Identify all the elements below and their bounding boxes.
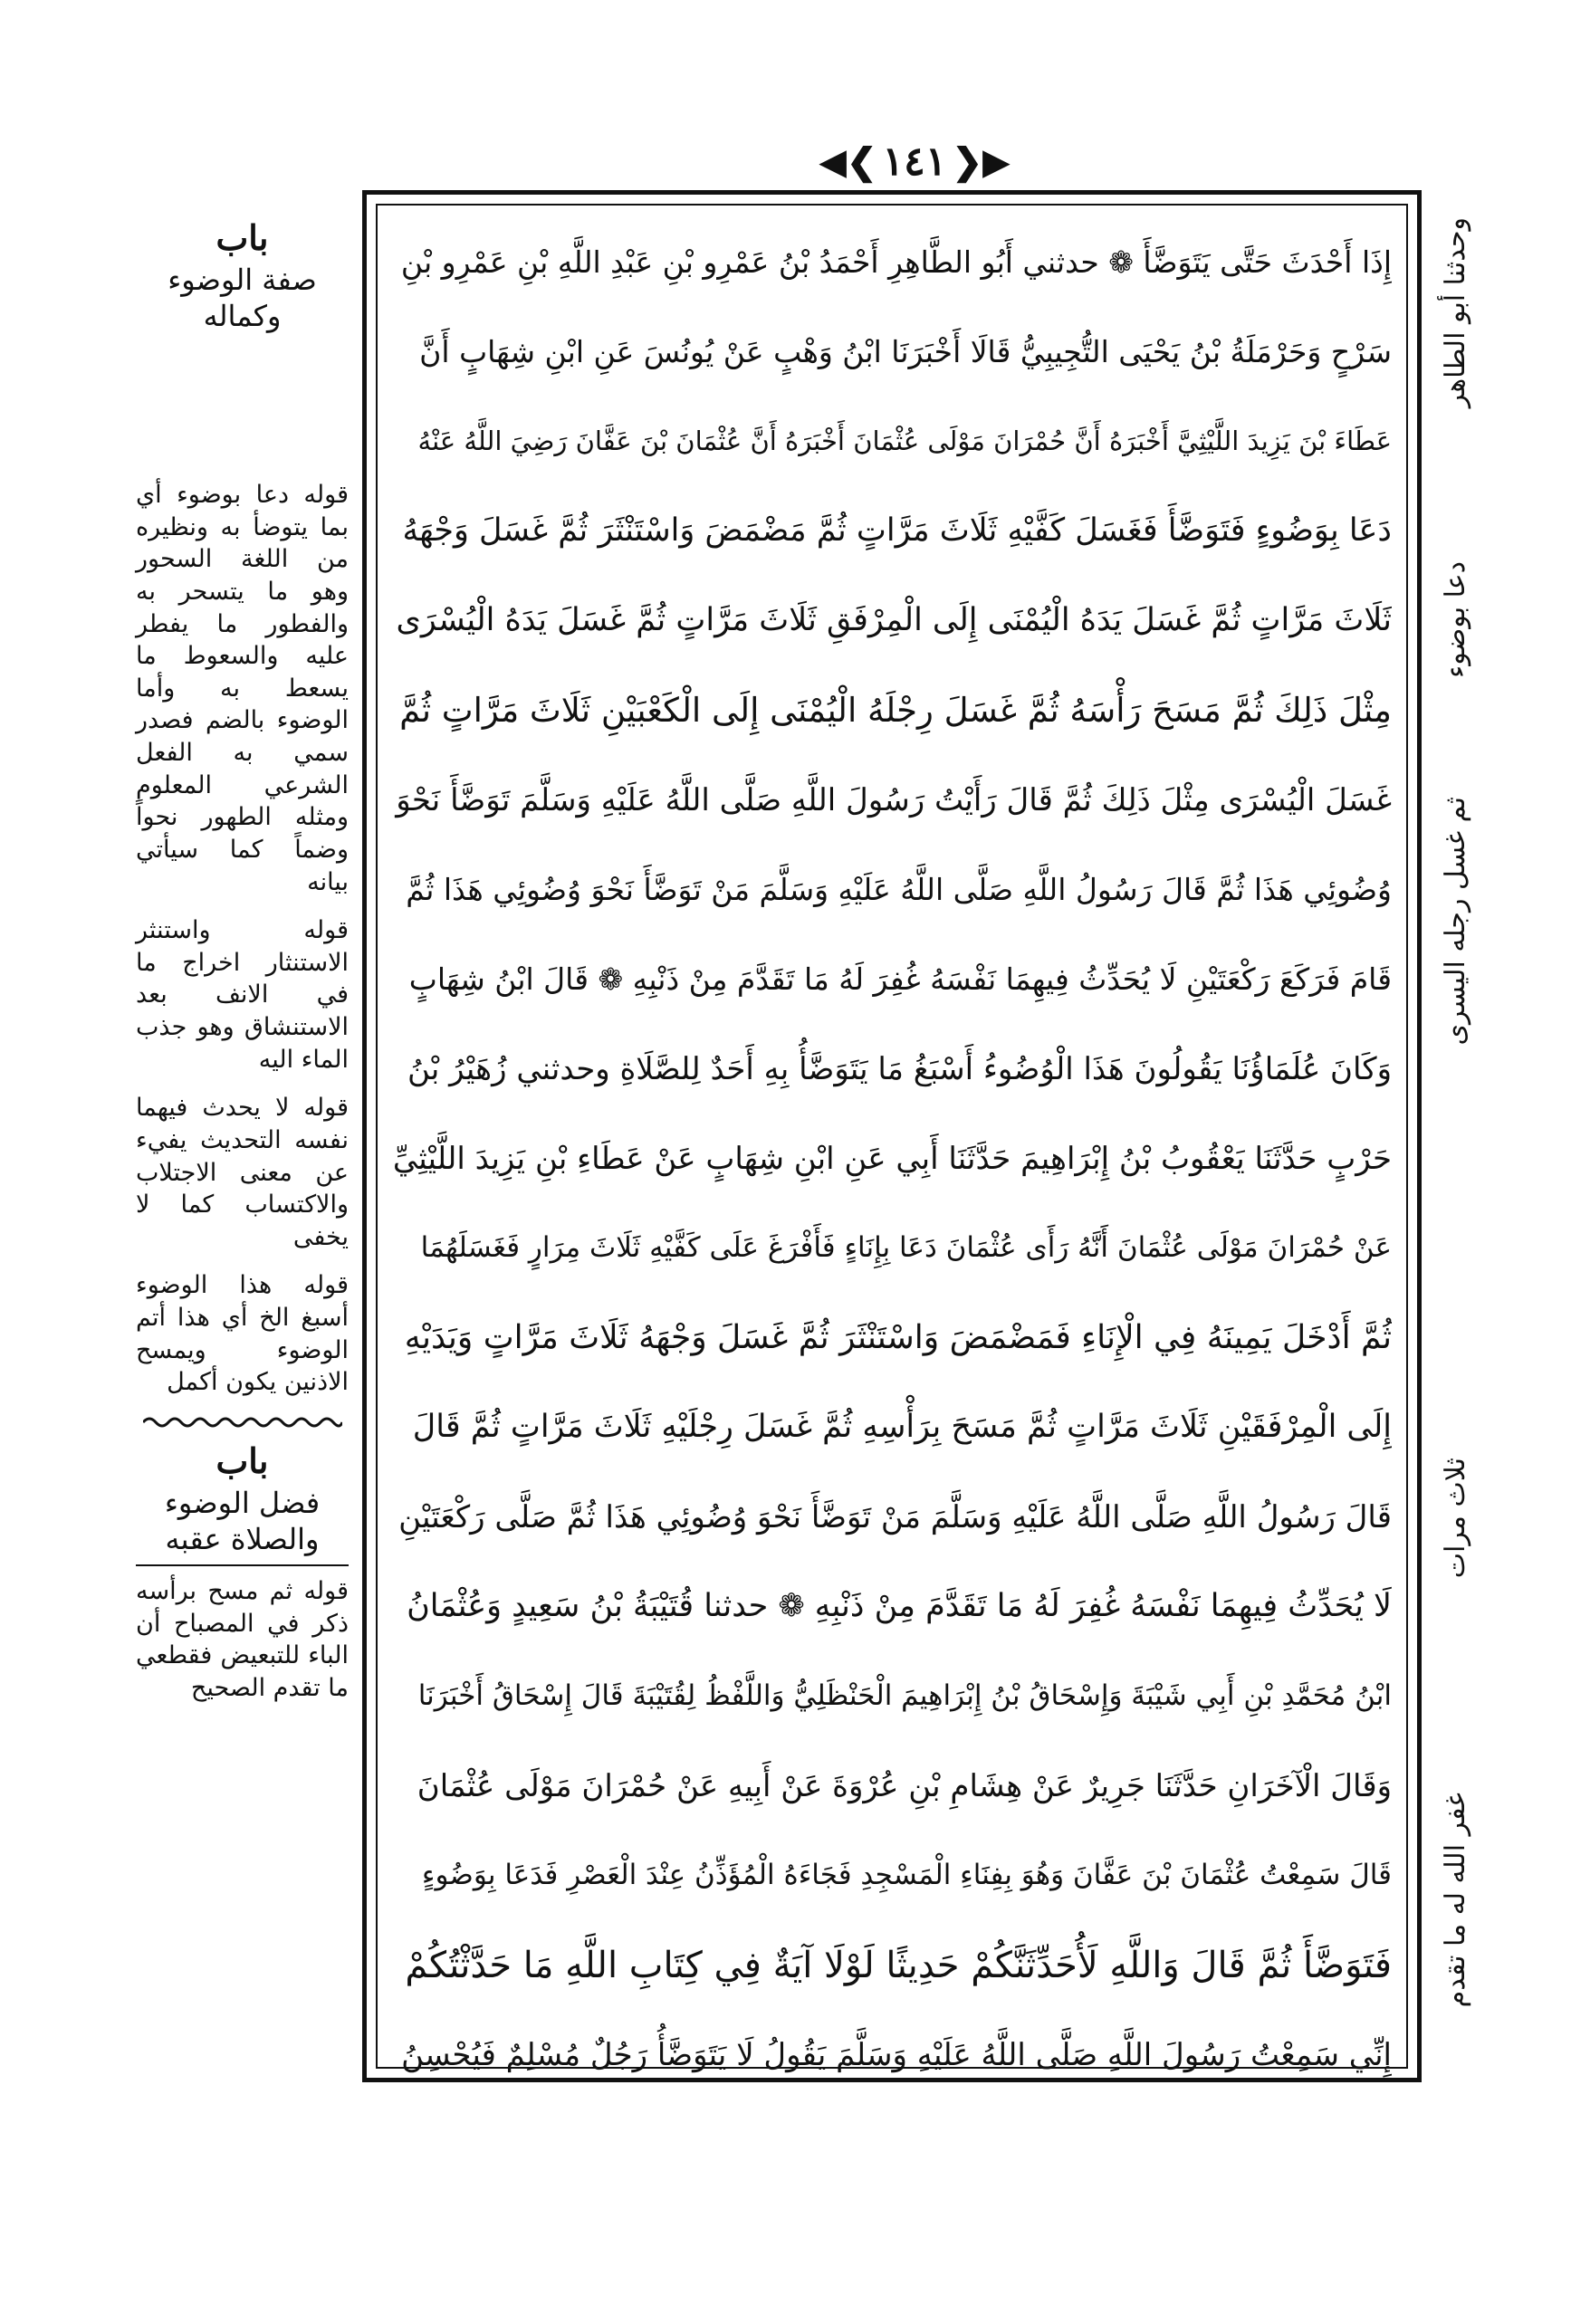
- text-line: قَالَ رَسُولُ اللَّهِ صَلَّى اللَّهُ عَلَيْهِ وَسَلَّمَ مَنْ تَوَضَّأَ نَحْوَ وُضُوئِي هَذَا ثُمَّ صَلَّى رَكْعَتَيْنِ: [398, 1498, 1392, 1535]
- main-text-frame: [362, 190, 1422, 2082]
- left-margin-notes: [136, 217, 349, 1720]
- text-line: ثَلَاثَ مَرَّاتٍ ثُمَّ غَسَلَ يَدَهُ الْيُمْنَى إِلَى الْمِرْفَقِ ثَلَاثَ مَرَّاتٍ ثُمَّ غَسَلَ يَدَهُ الْيُسْرَى: [396, 602, 1392, 638]
- text-line: غَسَلَ الْيُسْرَى مِثْلَ ذَلِكَ ثُمَّ قَالَ رَأَيْتُ رَسُولَ اللَّهِ صَلَّى اللَّهُ عَلَيْهِ وَسَلَّمَ تَوَضَّأَ نَحْوَ: [396, 781, 1392, 818]
- text-line: إِلَى الْمِرْفَقَيْنِ ثَلَاثَ مَرَّاتٍ ثُمَّ مَسَحَ بِرَأْسِهِ ثُمَّ غَسَلَ رِجْلَيْهِ ثَلَاثَ مَرَّاتٍ ثُمَّ قَالَ: [412, 1409, 1392, 1445]
- vertical-margin-note: ثلاث مرات: [1440, 1458, 1471, 1579]
- margin-note: قوله دعا بوضوء أي بما يتوضأ به ونظيره من اللغة السحور وهو ما يتسحر به والفطور ما يفطر عليه والسعوط ما يسعط به وأما الوضوء بالضم فصدر سمي به الفعل الشرعي المعلوم ومثله الطهور نحواً وضماً كما سيأتي بيانه: [136, 481, 349, 896]
- ornament-right-icon: ❯▶: [952, 139, 1011, 183]
- text-line: عَطَاءَ بْنَ يَزِيدَ اللَّيْثِيَّ أَخْبَرَهُ أَنَّ حُمْرَانَ مَوْلَى عُثْمَانَ أَخْبَرَهُ أَنَّ عُثْمَانَ بْنَ عَفَّانَ رَضِيَ اللَّهُ عَنْهُ: [417, 426, 1392, 456]
- section-title-wudu-virtue-2: والصلاة عقبه: [165, 1521, 320, 1556]
- text-line: لَا يُحَدِّثُ فِيهِمَا نَفْسَهُ غُفِرَ لَهُ مَا تَقَدَّمَ مِنْ ذَنْبِهِ ❁ حدثنا قُتَيْبَةُ بْنُ سَعِيدٍ وَعُثْمَانُ: [407, 1588, 1392, 1624]
- margin-note: قوله لا يحدث فيهما نفسه التحديث يفيء عن معنى الاجتلاب والاكتساب كما لا يخفى: [136, 1094, 349, 1251]
- text-line: فَتَوَضَّأَ ثُمَّ قَالَ وَاللَّهِ لَأُحَدِّثَنَّكُمْ حَدِيثًا لَوْلَا آيَةٌ فِي كِتَابِ اللَّهِ مَا حَدَّثْتُكُمْ: [405, 1944, 1392, 1986]
- vertical-margin-note: غفر الله له ما تقدم: [1440, 1793, 1471, 2008]
- vertical-margin-note: دعا بوضوء: [1440, 561, 1471, 678]
- text-line: وَقَالَ الْآخَرَانِ حَدَّثَنَا جَرِيرٌ عَنْ هِشَامِ بْنِ عُرْوَةَ عَنْ أَبِيهِ عَنْ حُمْرَانَ مَوْلَى عُثْمَانَ: [417, 1767, 1392, 1804]
- text-line: إِنِّي سَمِعْتُ رَسُولَ اللَّهِ صَلَّى اللَّهُ عَلَيْهِ وَسَلَّمَ يَقُولُ لَا يَتَوَضَّأُ رَجُلٌ مُسْلِمٌ فَيُحْسِنُ: [401, 2036, 1392, 2073]
- ornament-left-icon: ◀❮: [819, 139, 877, 183]
- text-line: وُضُوئِي هَذَا ثُمَّ قَالَ رَسُولُ اللَّهِ صَلَّى اللَّهُ عَلَيْهِ وَسَلَّمَ مَنْ تَوَضَّأَ نَحْوَ وُضُوئِي هَذَا ثُمَّ: [406, 872, 1392, 907]
- section-title-wudu-description: صفة الوضوء وكماله: [168, 263, 317, 333]
- divider-line: [136, 1564, 349, 1566]
- text-line: سَرْحٍ وَحَرْمَلَةُ بْنُ يَحْيَى التُّجِيبِيُّ قَالَا أَخْبَرَنَا ابْنُ وَهْبٍ عَنْ يُونُسَ عَنِ ابْنِ شِهَابٍ أَنَّ: [419, 334, 1392, 369]
- page-number-text: ١٤١: [882, 138, 947, 185]
- wavy-divider: [143, 1415, 342, 1430]
- text-line: قَامَ فَرَكَعَ رَكْعَتَيْنِ لَا يُحَدِّثُ فِيهِمَا نَفْسَهُ غُفِرَ لَهُ مَا تَقَدَّمَ مِنْ ذَنْبِهِ ❁ قَالَ ابْنُ شِهَابٍ: [408, 961, 1392, 997]
- text-line: إِذَا أَحْدَثَ حَتَّى يَتَوَضَّأَ ❁ حدثني أَبُو الطَّاهِرِ أَحْمَدُ بْنُ عَمْرِو بْنِ عَبْدِ اللَّهِ بْنِ عَمْرِو بْنِ: [400, 244, 1392, 280]
- text-line: وَكَانَ عُلَمَاؤُنَا يَقُولُونَ هَذَا الْوُضُوءُ أَسْبَغُ مَا يَتَوَضَّأُ بِهِ أَحَدٌ لِلصَّلَاةِ وحدثني زُهَيْرُ بْنُ: [407, 1050, 1392, 1087]
- margin-note: قوله ثم مسح برأسه ذكر في المصباح أن الباء للتبعيض فقطعي ما تقدم الصحيح: [136, 1576, 349, 1702]
- section-heading-bab: باب: [216, 217, 269, 258]
- page-number: [806, 134, 1023, 188]
- right-margin-notes: [1431, 217, 1530, 2082]
- text-line: ثُمَّ أَدْخَلَ يَمِينَهُ فِي الْإِنَاءِ فَمَضْمَضَ وَاسْتَنْثَرَ ثُمَّ غَسَلَ وَجْهَهُ ثَلَاثَ مَرَّاتٍ وَيَدَيْهِ: [404, 1318, 1392, 1356]
- vertical-margin-note: وحدثنا أبو الطاهر: [1440, 217, 1471, 408]
- text-line: حَرْبٍ حَدَّثَنَا يَعْقُوبُ بْنُ إِبْرَاهِيمَ حَدَّثَنَا أَبِي عَنِ ابْنِ شِهَابٍ عَنْ عَطَاءِ بْنِ يَزِيدَ اللَّيْثِيِّ: [392, 1140, 1392, 1177]
- text-line: ابْنُ مُحَمَّدِ بْنِ أَبِي شَيْبَةَ وَإِسْحَاقُ بْنُ إِبْرَاهِيمَ الْحَنْظَلِيُّ وَاللَّفْظُ لِقُتَيْبَةَ قَالَ إِسْحَاقُ أَخْبَرَنَا: [417, 1679, 1392, 1712]
- text-line: عَنْ حُمْرَانَ مَوْلَى عُثْمَانَ أَنَّهُ رَأَى عُثْمَانَ دَعَا بِإِنَاءٍ فَأَفْرَغَ عَلَى كَفَّيْهِ ثَلَاثَ مِرَارٍ فَغَسَلَهُمَا: [420, 1231, 1392, 1264]
- margin-note: قوله واستنثر الاستنثار اخراج ما في الانف بعد الاستنشاق وهو جذب الماء اليه: [136, 916, 349, 1074]
- vertical-margin-note: ثم غسل رجله اليسرى: [1440, 797, 1471, 1046]
- section-title-wudu-virtue-1: فضل الوضوء: [164, 1485, 321, 1520]
- section-heading-bab-2: باب: [216, 1439, 269, 1481]
- margin-note: قوله هذا الوضوء أسبغ الخ أي هذا أتم الوضوء ويمسح الاذنين يكون أكمل: [136, 1271, 349, 1397]
- text-line: مِثْلَ ذَلِكَ ثُمَّ مَسَحَ رَأْسَهُ ثُمَّ غَسَلَ رِجْلَهُ الْيُمْنَى إِلَى الْكَعْبَيْنِ ثَلَاثَ مَرَّاتٍ ثُمَّ: [399, 691, 1392, 730]
- text-line: قَالَ سَمِعْتُ عُثْمَانَ بْنَ عَفَّانَ وَهُوَ بِفِنَاءِ الْمَسْجِدِ فَجَاءَهُ الْمُؤَذِّنُ عِنْدَ الْعَصْرِ فَدَعَا بِوَضُوءٍ: [421, 1859, 1392, 1891]
- main-text: [392, 217, 1392, 2073]
- text-line: دَعَا بِوَضُوءٍ فَتَوَضَّأَ فَغَسَلَ كَفَّيْهِ ثَلَاثَ مَرَّاتٍ ثُمَّ مَضْمَضَ وَاسْتَنْثَرَ ثُمَّ غَسَلَ وَجْهَهُ: [402, 512, 1392, 549]
